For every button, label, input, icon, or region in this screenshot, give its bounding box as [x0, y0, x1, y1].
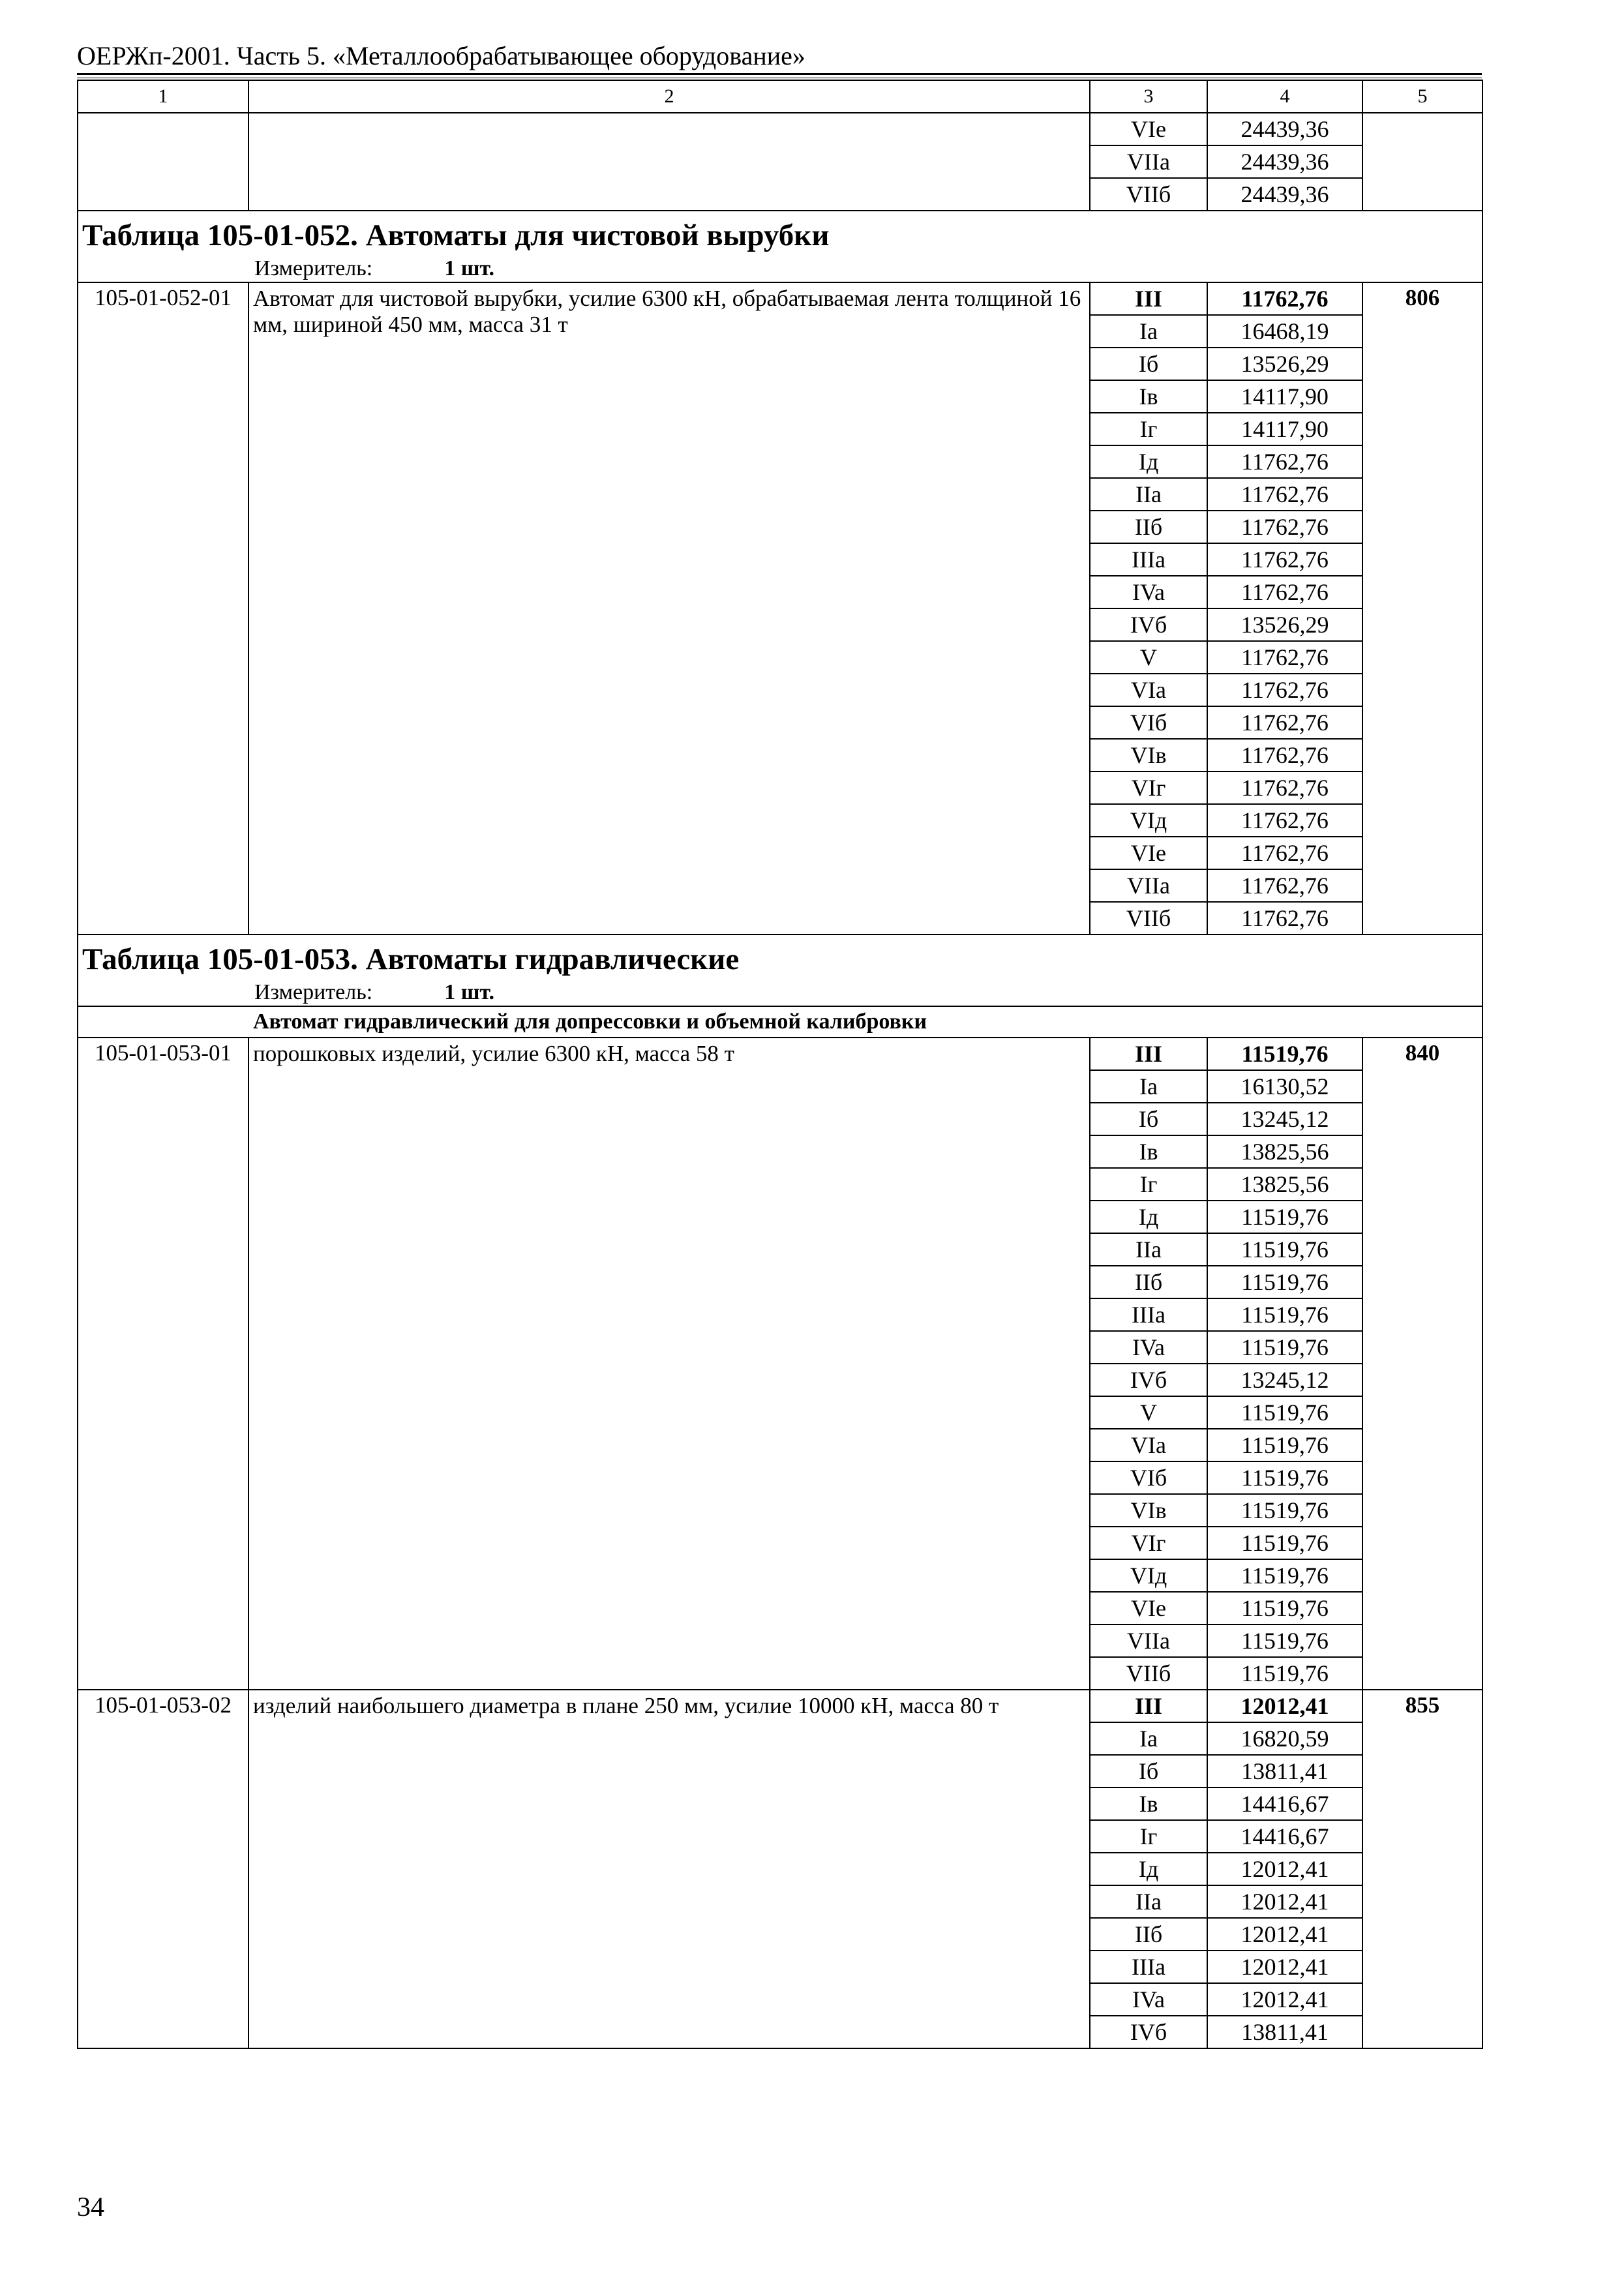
region-cell: VIIб [1090, 1657, 1207, 1690]
region-cell: Iг [1090, 1820, 1207, 1853]
region-cell: Iв [1090, 380, 1207, 413]
region-cell: Iб [1090, 1103, 1207, 1135]
price-cell: 11762,76 [1207, 739, 1362, 771]
description-cell [248, 113, 1090, 211]
table-row [78, 282, 1482, 315]
price-cell: 13825,56 [1207, 1168, 1362, 1201]
region-cell: IIa [1090, 1233, 1207, 1266]
column-number: 3 [1090, 80, 1207, 113]
price-cell: 11519,76 [1207, 1396, 1362, 1429]
region-cell: Iд [1090, 1853, 1207, 1885]
page-number: 34 [77, 2192, 104, 2222]
measure-value: 1 шт. [444, 256, 495, 280]
region-cell: VIe [1090, 113, 1207, 145]
region-cell: VIIa [1090, 869, 1207, 902]
price-cell: 12012,41 [1207, 1918, 1362, 1951]
column-number: 4 [1207, 80, 1362, 113]
price-table [77, 80, 1483, 2049]
code-cell: 105-01-053-02 [78, 1690, 248, 2048]
measure-label: Измеритель: [254, 256, 373, 280]
measure-value: 1 шт. [444, 980, 495, 1004]
region-cell: III [1090, 282, 1207, 315]
table-row [78, 1690, 1482, 1722]
price-cell: 11519,76 [1207, 1559, 1362, 1592]
region-cell: Ia [1090, 1070, 1207, 1103]
price-cell: 13825,56 [1207, 1135, 1362, 1168]
price-cell: 11762,76 [1207, 576, 1362, 608]
price-cell: 13526,29 [1207, 608, 1362, 641]
measure-cell [78, 979, 1482, 1006]
region-cell: III [1090, 1038, 1207, 1070]
region-cell: VIг [1090, 1527, 1207, 1559]
region-cell: VIe [1090, 1592, 1207, 1624]
price-cell: 14416,67 [1207, 1788, 1362, 1820]
region-cell: IIб [1090, 1918, 1207, 1951]
subheading: Автомат гидравлический для допрессовки и объемной калибровки [78, 1006, 1482, 1038]
measure-row [78, 979, 1482, 1006]
price-cell: 11519,76 [1207, 1233, 1362, 1266]
price-table-body [78, 80, 1482, 2048]
table-title-row [78, 935, 1482, 979]
header-rule [77, 73, 1482, 75]
number-cell: 855 [1362, 1690, 1482, 2048]
price-cell: 11519,76 [1207, 1494, 1362, 1527]
region-cell: Iв [1090, 1788, 1207, 1820]
column-number: 2 [248, 80, 1090, 113]
price-cell: 11762,76 [1207, 478, 1362, 511]
region-cell: VIIб [1090, 902, 1207, 935]
region-cell: Ia [1090, 1722, 1207, 1755]
region-cell: Iд [1090, 1201, 1207, 1233]
region-cell: VIIб [1090, 178, 1207, 211]
price-cell: 12012,41 [1207, 1853, 1362, 1885]
region-cell: VIa [1090, 674, 1207, 706]
region-cell: III [1090, 1690, 1207, 1722]
price-cell: 11762,76 [1207, 543, 1362, 576]
region-cell: V [1090, 641, 1207, 674]
region-cell: IVб [1090, 2016, 1207, 2048]
price-cell: 11762,76 [1207, 511, 1362, 543]
description-cell: Автомат для чистовой вырубки, усилие 6300 кН, обрабатываемая лента толщиной 16 мм, шириной 450 мм, масса 31 т [248, 282, 1090, 935]
price-cell: 11762,76 [1207, 902, 1362, 935]
description-cell: изделий наибольшего диаметра в плане 250 мм, усилие 10000 кН, масса 80 т [248, 1690, 1090, 2048]
region-cell: IVa [1090, 1983, 1207, 2016]
table-title: Таблица 105-01-052. Автоматы для чистовой вырубки [78, 211, 1482, 255]
price-cell: 11762,76 [1207, 869, 1362, 902]
price-cell: 13245,12 [1207, 1103, 1362, 1135]
price-cell: 11762,76 [1207, 804, 1362, 837]
region-cell: IIa [1090, 478, 1207, 511]
region-cell: VIIa [1090, 145, 1207, 178]
price-cell: 24439,36 [1207, 113, 1362, 145]
price-cell: 12012,41 [1207, 1951, 1362, 1983]
number-cell: 806 [1362, 282, 1482, 935]
table-row [78, 113, 1482, 145]
price-cell: 16820,59 [1207, 1722, 1362, 1755]
region-cell: VIб [1090, 706, 1207, 739]
region-cell: VIб [1090, 1461, 1207, 1494]
price-cell: 11762,76 [1207, 282, 1362, 315]
number-cell: 840 [1362, 1038, 1482, 1690]
column-number: 1 [78, 80, 248, 113]
price-cell: 14117,90 [1207, 380, 1362, 413]
column-number: 5 [1362, 80, 1482, 113]
region-cell: VIa [1090, 1429, 1207, 1461]
price-cell: 12012,41 [1207, 1690, 1362, 1722]
region-cell: IVб [1090, 608, 1207, 641]
price-cell: 11762,76 [1207, 706, 1362, 739]
region-cell: IIIa [1090, 1951, 1207, 1983]
price-cell: 11519,76 [1207, 1201, 1362, 1233]
measure-row [78, 255, 1482, 282]
region-cell: VIв [1090, 739, 1207, 771]
number-cell [1362, 113, 1482, 211]
price-cell: 11519,76 [1207, 1657, 1362, 1690]
region-cell: Iв [1090, 1135, 1207, 1168]
measure-cell [78, 255, 1482, 282]
price-cell: 11519,76 [1207, 1038, 1362, 1070]
region-cell: IVб [1090, 1364, 1207, 1396]
region-cell: IIIa [1090, 543, 1207, 576]
region-cell: Iг [1090, 1168, 1207, 1201]
region-cell: IIб [1090, 1266, 1207, 1298]
region-cell: IIIa [1090, 1298, 1207, 1331]
region-cell: IVa [1090, 1331, 1207, 1364]
price-cell: 11762,76 [1207, 837, 1362, 869]
price-cell: 11519,76 [1207, 1592, 1362, 1624]
region-cell: VIд [1090, 1559, 1207, 1592]
price-cell: 14416,67 [1207, 1820, 1362, 1853]
region-cell: IVa [1090, 576, 1207, 608]
code-cell: 105-01-052-01 [78, 282, 248, 935]
region-cell: VIe [1090, 837, 1207, 869]
price-cell: 16130,52 [1207, 1070, 1362, 1103]
price-cell: 11519,76 [1207, 1266, 1362, 1298]
region-cell: IIб [1090, 511, 1207, 543]
region-cell: IIa [1090, 1885, 1207, 1918]
price-cell: 12012,41 [1207, 1885, 1362, 1918]
document-header: ОЕРЖп-2001. Часть 5. «Металлообрабатывающее оборудование» [77, 41, 805, 70]
region-cell: VIв [1090, 1494, 1207, 1527]
region-cell: Iб [1090, 348, 1207, 380]
price-cell: 11519,76 [1207, 1429, 1362, 1461]
subheading-row [78, 1006, 1482, 1038]
region-cell: Iб [1090, 1755, 1207, 1788]
price-cell: 13245,12 [1207, 1364, 1362, 1396]
price-cell: 11519,76 [1207, 1298, 1362, 1331]
price-cell: 14117,90 [1207, 413, 1362, 445]
price-cell: 11762,76 [1207, 674, 1362, 706]
price-cell: 11762,76 [1207, 771, 1362, 804]
price-cell: 16468,19 [1207, 315, 1362, 348]
region-cell: Iд [1090, 445, 1207, 478]
region-cell: Iг [1090, 413, 1207, 445]
price-cell: 12012,41 [1207, 1983, 1362, 2016]
measure-label: Измеритель: [254, 980, 373, 1004]
price-cell: 13811,41 [1207, 2016, 1362, 2048]
price-cell: 24439,36 [1207, 178, 1362, 211]
price-cell: 11762,76 [1207, 641, 1362, 674]
price-cell: 11519,76 [1207, 1624, 1362, 1657]
price-cell: 13526,29 [1207, 348, 1362, 380]
price-cell: 11519,76 [1207, 1527, 1362, 1559]
description-cell: порошковых изделий, усилие 6300 кН, масса 58 т [248, 1038, 1090, 1690]
code-cell: 105-01-053-01 [78, 1038, 248, 1690]
price-cell: 11519,76 [1207, 1461, 1362, 1494]
table-row [78, 1038, 1482, 1070]
table-title: Таблица 105-01-053. Автоматы гидравлические [78, 935, 1482, 979]
region-cell: VIIa [1090, 1624, 1207, 1657]
region-cell: Ia [1090, 315, 1207, 348]
code-cell [78, 113, 248, 211]
price-cell: 13811,41 [1207, 1755, 1362, 1788]
region-cell: V [1090, 1396, 1207, 1429]
column-number-row [78, 80, 1482, 113]
region-cell: VIд [1090, 804, 1207, 837]
table-title-row [78, 211, 1482, 255]
region-cell: VIг [1090, 771, 1207, 804]
price-cell: 24439,36 [1207, 145, 1362, 178]
price-cell: 11519,76 [1207, 1331, 1362, 1364]
price-cell: 11762,76 [1207, 445, 1362, 478]
